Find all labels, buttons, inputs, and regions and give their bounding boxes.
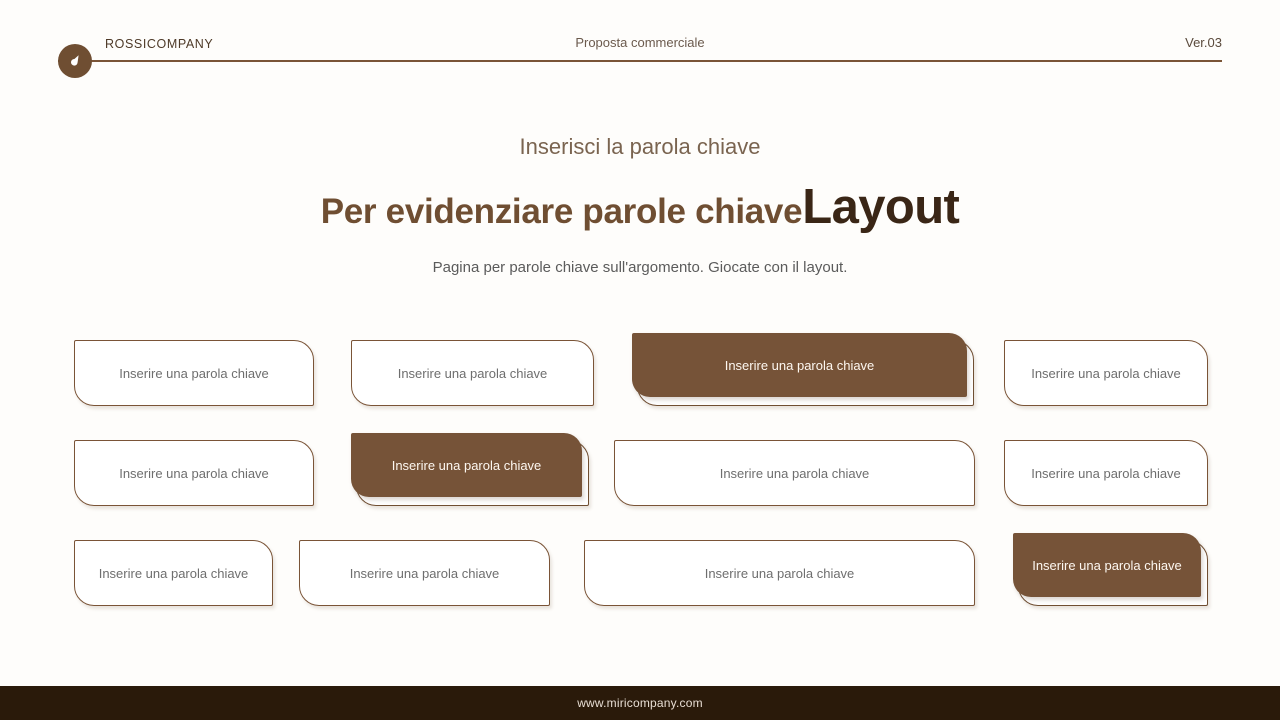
- keyword-card-row: [0, 340, 1280, 440]
- header-divider: [58, 60, 1222, 62]
- keyword-card[interactable]: [584, 540, 975, 606]
- header-center-title: Proposta commerciale: [575, 35, 705, 50]
- title-block: [0, 133, 1280, 276]
- keyword-card[interactable]: [299, 540, 550, 606]
- keyword-card[interactable]: [74, 440, 314, 506]
- keyword-card[interactable]: [614, 440, 975, 506]
- keyword-card-row: [0, 440, 1280, 540]
- keyword-card-label: Inserire una parola chiave: [98, 565, 249, 581]
- keyword-card[interactable]: [1004, 440, 1208, 506]
- keyword-card-label: Inserire una parola chiave: [724, 357, 875, 373]
- keyword-card[interactable]: [351, 340, 594, 406]
- headline-accent: Layout: [802, 179, 960, 234]
- keyword-card[interactable]: [74, 540, 273, 606]
- eyebrow-text: Inserisci la parola chiave: [519, 134, 761, 159]
- footer-url: www.miricompany.com: [577, 696, 703, 710]
- page-title: [0, 179, 1280, 234]
- keyword-card-highlighted[interactable]: [637, 340, 974, 406]
- keyword-card-label: Inserire una parola chiave: [391, 457, 542, 473]
- keyword-card-label: Inserire una parola chiave: [719, 465, 870, 481]
- brand-name: ROSSICOMPANY: [105, 37, 214, 51]
- keyword-card-fill: [1013, 533, 1201, 597]
- keyword-card-label: Inserire una parola chiave: [397, 365, 548, 381]
- keyword-card-label: Inserire una parola chiave: [704, 565, 855, 581]
- headline-main: Per evidenziare parole chiave: [320, 191, 803, 231]
- slide-footer: [0, 686, 1280, 720]
- keyword-card-label: Inserire una parola chiave: [1031, 365, 1181, 381]
- keyword-card-highlighted[interactable]: [356, 440, 589, 506]
- keyword-card-label: Inserire una parola chiave: [1032, 557, 1182, 573]
- version-label: Ver.03: [1185, 35, 1222, 50]
- keyword-card-label: Inserire una parola chiave: [1031, 465, 1181, 481]
- keyword-card-row: [0, 540, 1280, 640]
- keyword-card-grid: [0, 340, 1280, 640]
- keyword-card[interactable]: [74, 340, 314, 406]
- keyword-card-fill: [632, 333, 967, 397]
- company-logo-icon: [58, 44, 92, 78]
- keyword-card-highlighted[interactable]: [1018, 540, 1208, 606]
- slide-header: [0, 0, 1280, 90]
- keyword-card-label: Inserire una parola chiave: [119, 365, 269, 381]
- subtitle-text: Pagina per parole chiave sull'argomento. Giocate con il layout.: [432, 259, 848, 277]
- keyword-card-fill: [351, 433, 582, 497]
- keyword-card-label: Inserire una parola chiave: [349, 565, 500, 581]
- keyword-card[interactable]: [1004, 340, 1208, 406]
- keyword-card-label: Inserire una parola chiave: [119, 465, 269, 481]
